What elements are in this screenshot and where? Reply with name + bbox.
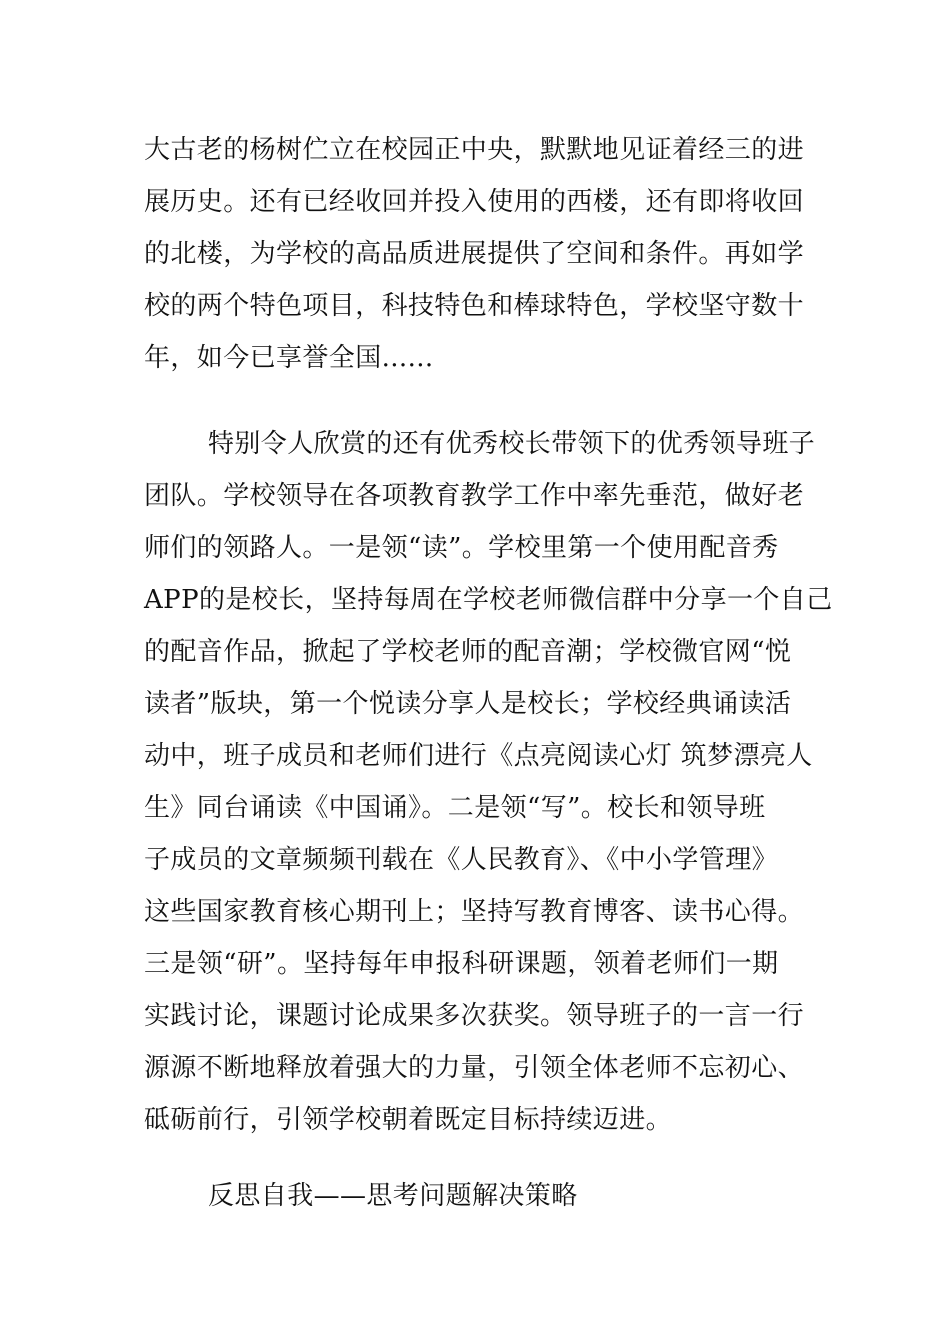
text-line: 校的两个特色项目，科技特色和棒球特色，学校坚守数十	[144, 291, 805, 321]
text-line: 大古老的杨树伫立在校园正中央，默默地见证着经三的进	[144, 135, 805, 165]
text-line: 师们的领路人。一是领“读”。学校里第一个使用配音秀	[144, 533, 779, 563]
text-line: 的北楼，为学校的高品质进展提供了空间和条件。再如学	[144, 239, 805, 269]
text-line: 三是领“研”。坚持每年申报科研课题，领着老师们一期	[144, 949, 779, 979]
paragraph-leadership-team	[144, 418, 833, 1146]
text-line: 子成员的文章频频刊载在《人民教育》、《中小学管理》	[144, 845, 779, 875]
section-heading	[144, 1170, 814, 1222]
paragraph-campus-history	[144, 124, 814, 384]
text-line: 生》同台诵读《中国诵》。二是领“写”。校长和领导班	[144, 793, 766, 823]
text-line: 实践讨论，课题讨论成果多次获奖。领导班子的一言一行	[144, 1001, 805, 1031]
text-line: 展历史。还有已经收回并投入使用的西楼，还有即将收回	[144, 187, 805, 217]
text-line: APP的是校长，坚持每周在学校老师微信群中分享一个自己	[144, 585, 833, 615]
text-line: 这些国家教育核心期刊上；坚持写教育博客、读书心得。	[144, 897, 805, 927]
section-heading-text: 反思自我——思考问题解决策略	[208, 1181, 578, 1211]
text-line: 年，如今已享誉全国......	[144, 343, 434, 373]
text-line: 动中，班子成员和老师们进行《点亮阅读心灯 筑梦漂亮人	[144, 741, 813, 771]
text-line: 源源不断地释放着强大的力量，引领全体老师不忘初心、	[144, 1053, 805, 1083]
text-line: 团队。学校领导在各项教育教学工作中率先垂范，做好老	[144, 481, 805, 511]
text-line: 的配音作品，掀起了学校老师的配音潮；学校微官网“悦	[144, 637, 792, 667]
text-line: 砥砺前行，引领学校朝着既定目标持续迈进。	[144, 1105, 673, 1135]
text-line: 读者”版块，第一个悦读分享人是校长；学校经典诵读活	[144, 689, 792, 719]
text-line-first: 特别令人欣赏的还有优秀校长带领下的优秀领导班子	[208, 429, 816, 459]
